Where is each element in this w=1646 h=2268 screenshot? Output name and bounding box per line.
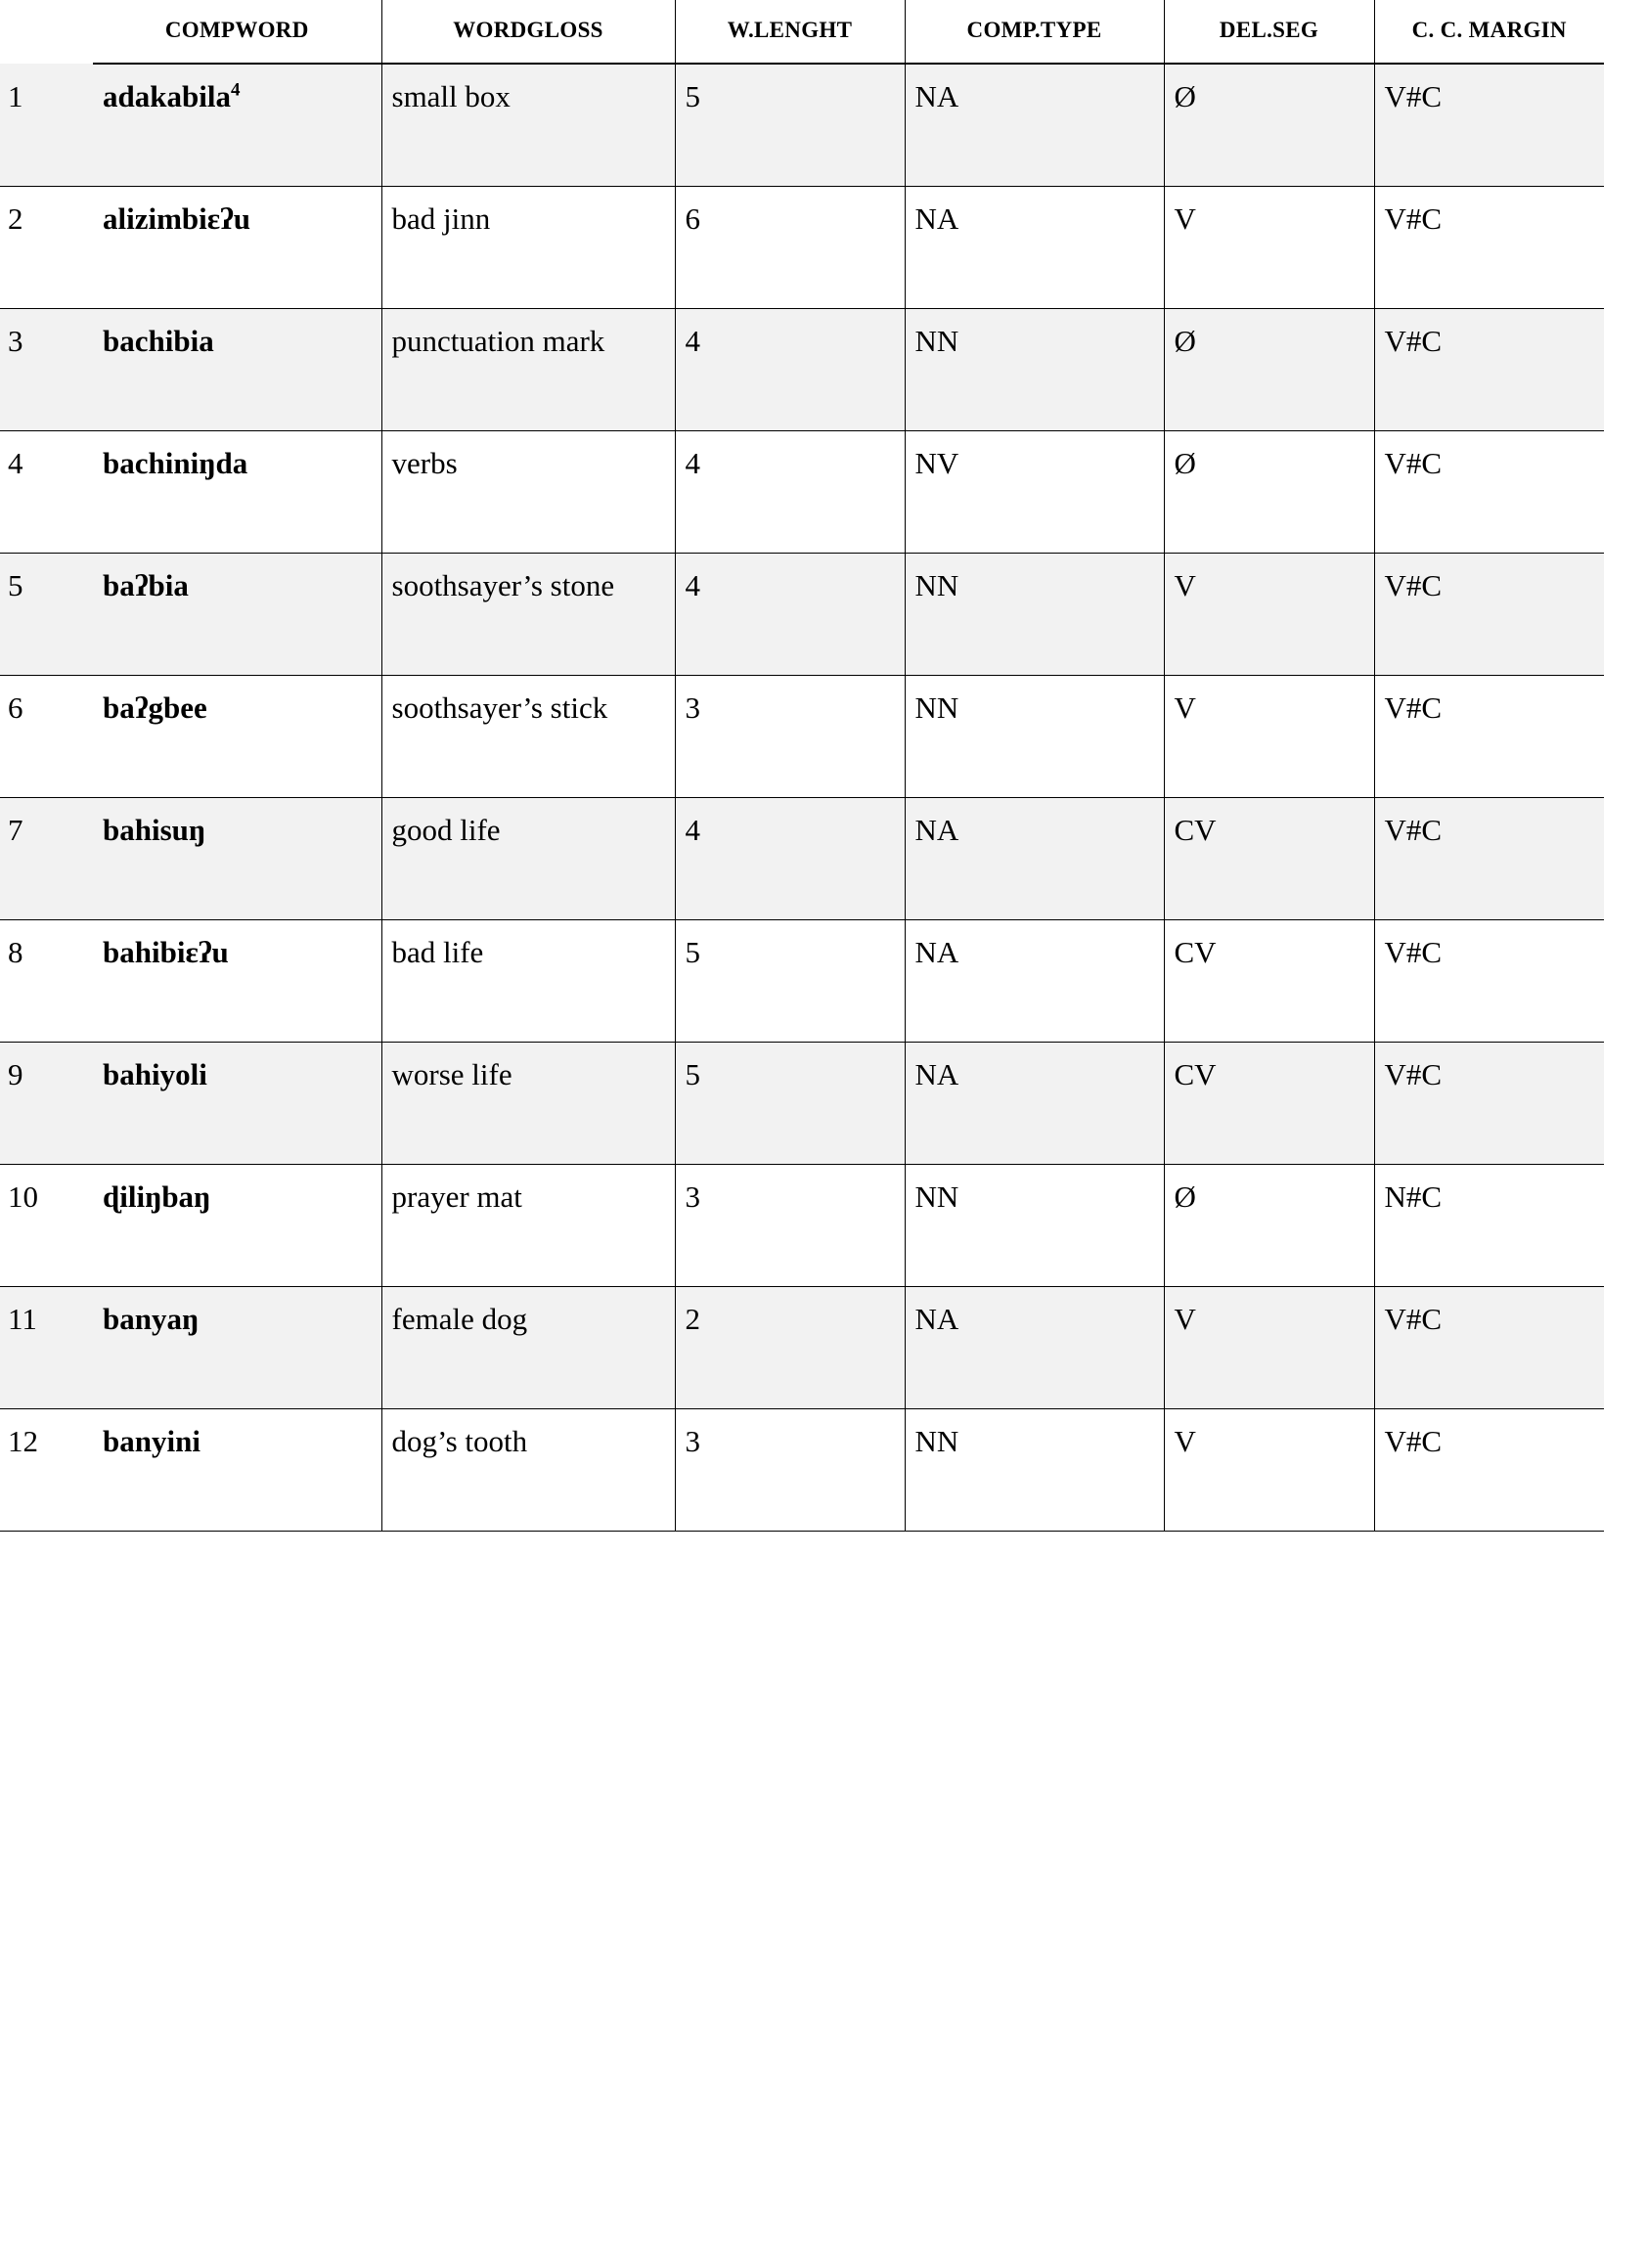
- cell-compword: banyaŋ: [93, 1287, 381, 1409]
- footnote-marker: 4: [230, 79, 241, 101]
- cell-compword: ɖiliŋbaŋ: [93, 1165, 381, 1287]
- cell-word-length: 3: [675, 1165, 905, 1287]
- cell-del-seg: V: [1164, 676, 1374, 798]
- cell-comp-type: NA: [905, 1043, 1164, 1165]
- cell-word-length: 6: [675, 187, 905, 309]
- table-header-row: [0, 0, 1604, 64]
- cell-cc-margin: V#C: [1374, 309, 1604, 431]
- column-header-del-seg: DEL.SEG: [1164, 0, 1374, 64]
- cell-cc-margin: V#C: [1374, 1043, 1604, 1165]
- cell-cc-margin: N#C: [1374, 1165, 1604, 1287]
- table-row: [0, 920, 1604, 1043]
- table-row: [0, 64, 1604, 187]
- row-number: 10: [0, 1165, 93, 1287]
- table-row: [0, 187, 1604, 309]
- table-row: [0, 798, 1604, 920]
- table-row: [0, 554, 1604, 676]
- cell-wordgloss: bad jinn: [381, 187, 675, 309]
- row-number: 9: [0, 1043, 93, 1165]
- cell-wordgloss: soothsayer’s stick: [381, 676, 675, 798]
- cell-compword: bachibia: [93, 309, 381, 431]
- row-number: 12: [0, 1409, 93, 1532]
- table-body: [0, 64, 1604, 1532]
- column-header-row-number: [0, 0, 93, 64]
- cell-word-length: 4: [675, 554, 905, 676]
- cell-del-seg: CV: [1164, 920, 1374, 1043]
- cell-del-seg: V: [1164, 1409, 1374, 1532]
- cell-del-seg: V: [1164, 554, 1374, 676]
- cell-comp-type: NN: [905, 676, 1164, 798]
- table-row: [0, 676, 1604, 798]
- table-row: [0, 309, 1604, 431]
- cell-word-length: 2: [675, 1287, 905, 1409]
- column-header-word-length: W.LENGHT: [675, 0, 905, 64]
- cell-cc-margin: V#C: [1374, 187, 1604, 309]
- table-row: [0, 1043, 1604, 1165]
- cell-cc-margin: V#C: [1374, 554, 1604, 676]
- cell-comp-type: NN: [905, 554, 1164, 676]
- cell-cc-margin: V#C: [1374, 1287, 1604, 1409]
- cell-del-seg: Ø: [1164, 1165, 1374, 1287]
- cell-del-seg: CV: [1164, 798, 1374, 920]
- cell-word-length: 5: [675, 64, 905, 187]
- cell-word-length: 4: [675, 309, 905, 431]
- table-row: [0, 1409, 1604, 1532]
- cell-del-seg: V: [1164, 1287, 1374, 1409]
- cell-del-seg: V: [1164, 187, 1374, 309]
- cell-cc-margin: V#C: [1374, 920, 1604, 1043]
- cell-compword: baʔgbee: [93, 676, 381, 798]
- cell-compword: banyini: [93, 1409, 381, 1532]
- cell-wordgloss: good life: [381, 798, 675, 920]
- cell-word-length: 5: [675, 1043, 905, 1165]
- row-number: 11: [0, 1287, 93, 1409]
- table-row: [0, 431, 1604, 554]
- row-number: 4: [0, 431, 93, 554]
- cell-comp-type: NN: [905, 1165, 1164, 1287]
- cell-cc-margin: V#C: [1374, 1409, 1604, 1532]
- table-header: [0, 0, 1604, 64]
- cell-word-length: 5: [675, 920, 905, 1043]
- cell-compword: alizimbiɛʔu: [93, 187, 381, 309]
- cell-del-seg: Ø: [1164, 309, 1374, 431]
- cell-compword: bachiniŋda: [93, 431, 381, 554]
- cell-compword: bahibiɛʔu: [93, 920, 381, 1043]
- row-number: 1: [0, 64, 93, 187]
- cell-comp-type: NA: [905, 64, 1164, 187]
- cell-word-length: 4: [675, 798, 905, 920]
- cell-word-length: 3: [675, 676, 905, 798]
- cell-cc-margin: V#C: [1374, 676, 1604, 798]
- cell-del-seg: Ø: [1164, 431, 1374, 554]
- cell-del-seg: Ø: [1164, 64, 1374, 187]
- cell-cc-margin: V#C: [1374, 798, 1604, 920]
- row-number: 7: [0, 798, 93, 920]
- cell-cc-margin: V#C: [1374, 64, 1604, 187]
- cell-wordgloss: dog’s tooth: [381, 1409, 675, 1532]
- table-row: [0, 1287, 1604, 1409]
- cell-comp-type: NN: [905, 1409, 1164, 1532]
- row-number: 8: [0, 920, 93, 1043]
- cell-wordgloss: worse life: [381, 1043, 675, 1165]
- table-row: [0, 1165, 1604, 1287]
- cell-word-length: 4: [675, 431, 905, 554]
- cell-wordgloss: punctuation mark: [381, 309, 675, 431]
- cell-wordgloss: bad life: [381, 920, 675, 1043]
- cell-wordgloss: verbs: [381, 431, 675, 554]
- cell-del-seg: CV: [1164, 1043, 1374, 1165]
- cell-compword: bahiyoli: [93, 1043, 381, 1165]
- cell-comp-type: NN: [905, 309, 1164, 431]
- row-number: 2: [0, 187, 93, 309]
- cell-comp-type: NA: [905, 1287, 1164, 1409]
- cell-word-length: 3: [675, 1409, 905, 1532]
- column-header-compword: COMPWORD: [93, 0, 381, 64]
- cell-comp-type: NV: [905, 431, 1164, 554]
- cell-wordgloss: prayer mat: [381, 1165, 675, 1287]
- cell-wordgloss: small box: [381, 64, 675, 187]
- cell-compword: adakabila$^4$: [93, 64, 381, 187]
- row-number: 3: [0, 309, 93, 431]
- column-header-comp-type: COMP.TYPE: [905, 0, 1164, 64]
- row-number: 6: [0, 676, 93, 798]
- row-number: 5: [0, 554, 93, 676]
- cell-comp-type: NA: [905, 798, 1164, 920]
- cell-cc-margin: V#C: [1374, 431, 1604, 554]
- cell-comp-type: NA: [905, 187, 1164, 309]
- column-header-wordgloss: WORDGLOSS: [381, 0, 675, 64]
- cell-comp-type: NA: [905, 920, 1164, 1043]
- cell-wordgloss: female dog: [381, 1287, 675, 1409]
- cell-wordgloss: soothsayer’s stone: [381, 554, 675, 676]
- cell-compword: baʔbia: [93, 554, 381, 676]
- cell-compword: bahisuŋ: [93, 798, 381, 920]
- column-header-cc-margin: C. C. MARGIN: [1374, 0, 1604, 64]
